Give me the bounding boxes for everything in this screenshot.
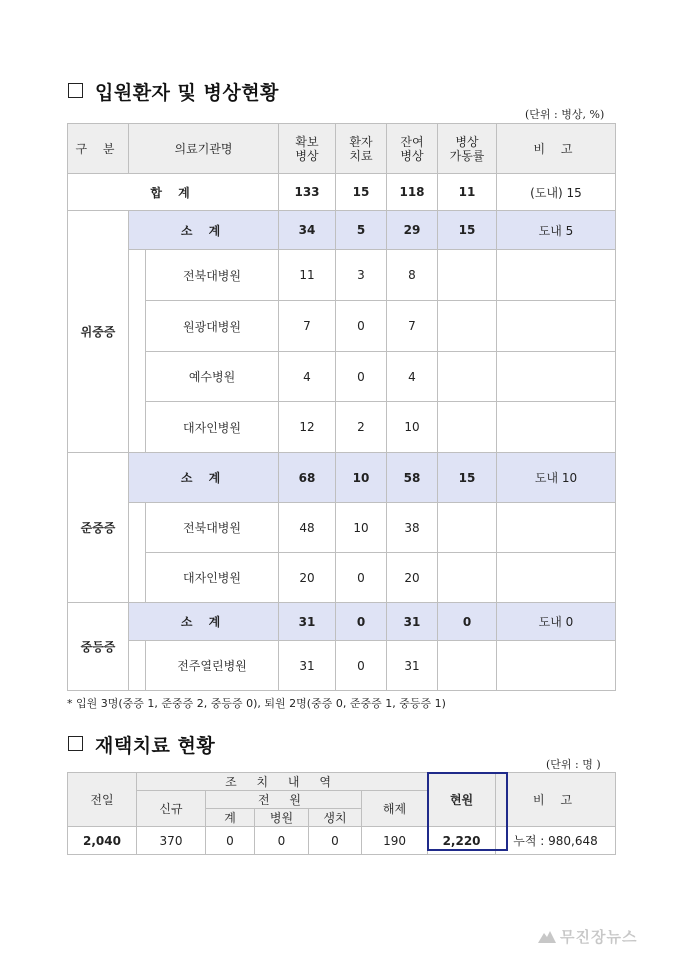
rate-value	[438, 352, 497, 402]
remaining-value: 8	[387, 250, 438, 301]
home-treatment-table	[67, 772, 616, 855]
subtotal-label: 소 계	[129, 453, 279, 503]
header-operation-rate: 병상 가동률	[438, 124, 497, 174]
header-remarks: 비 고	[497, 124, 616, 174]
total-treating: 15	[336, 174, 387, 211]
indent-cell	[129, 250, 146, 453]
remaining-value: 20	[387, 553, 438, 603]
table-row	[68, 301, 616, 352]
remarks-value: 누적 : 980,648	[496, 827, 616, 855]
rate-value	[438, 301, 497, 352]
table-row	[68, 250, 616, 301]
secured-value: 12	[279, 402, 336, 453]
hospital-value: 0	[255, 827, 309, 855]
hospital-name: 전주열린병원	[146, 641, 279, 691]
checkbox-square-icon	[68, 83, 83, 98]
subtotal-rate: 15	[438, 211, 497, 250]
header-new: 신규	[137, 791, 206, 827]
subtotal-secured: 68	[279, 453, 336, 503]
total-remaining: 118	[387, 174, 438, 211]
hospital-name: 대자인병원	[146, 553, 279, 603]
subtotal-rate: 15	[438, 453, 497, 503]
table-row	[68, 553, 616, 603]
rate-value	[438, 503, 497, 553]
header-remarks: 비 고	[496, 773, 616, 827]
section1-title-text: 입원환자 및 병상현황	[95, 82, 279, 104]
remarks-value	[497, 553, 616, 603]
subtotal-remaining: 29	[387, 211, 438, 250]
remaining-value: 31	[387, 641, 438, 691]
treating-value: 10	[336, 503, 387, 553]
subtotal-remaining: 31	[387, 603, 438, 641]
indent-cell	[129, 641, 146, 691]
remaining-value: 38	[387, 503, 438, 553]
total-value: 0	[206, 827, 255, 855]
header-transfer: 전 원	[206, 791, 362, 809]
hospital-name: 전북대병원	[146, 503, 279, 553]
prev-day-value: 2,040	[68, 827, 137, 855]
checkbox-square-icon	[68, 736, 83, 751]
header-hospital: 병원	[255, 809, 309, 827]
subtotal-row	[68, 603, 616, 641]
secured-value: 31	[279, 641, 336, 691]
new-value: 370	[137, 827, 206, 855]
subtotal-secured: 31	[279, 603, 336, 641]
remarks-value	[497, 503, 616, 553]
total-rate: 11	[438, 174, 497, 211]
table-row	[68, 402, 616, 453]
treating-value: 0	[336, 301, 387, 352]
subtotal-treating: 10	[336, 453, 387, 503]
table-header-row	[68, 773, 616, 791]
header-remaining: 잔여 병상	[387, 124, 438, 174]
secured-value: 20	[279, 553, 336, 603]
watermark-text: 무진장뉴스	[560, 928, 638, 946]
subtotal-rate: 0	[438, 603, 497, 641]
release-value: 190	[362, 827, 428, 855]
table-row	[68, 352, 616, 402]
subtotal-remarks: 도내 5	[497, 211, 616, 250]
section1-title	[68, 78, 279, 105]
subtotal-remarks: 도내 0	[497, 603, 616, 641]
header-institution: 의료기관명	[129, 124, 279, 174]
section2-unit: (단위 : 명 )	[546, 758, 601, 771]
mountain-logo-icon	[538, 929, 556, 943]
treating-value: 0	[336, 641, 387, 691]
header-treating: 환자 치료	[336, 124, 387, 174]
remaining-value: 4	[387, 352, 438, 402]
header-category: 구 분	[68, 124, 129, 174]
treating-value: 0	[336, 553, 387, 603]
subtotal-treating: 0	[336, 603, 387, 641]
subtotal-label: 소 계	[129, 603, 279, 641]
total-label: 합 계	[68, 174, 279, 211]
treating-value: 0	[336, 352, 387, 402]
remarks-value	[497, 641, 616, 691]
hospital-name: 대자인병원	[146, 402, 279, 453]
table-row	[68, 503, 616, 553]
section1-unit: (단위 : 병상, %)	[525, 108, 605, 121]
remarks-value	[497, 301, 616, 352]
section2-title-text: 재택치료 현황	[95, 735, 216, 757]
subtotal-secured: 34	[279, 211, 336, 250]
secured-value: 7	[279, 301, 336, 352]
subtotal-row	[68, 453, 616, 503]
secured-value: 4	[279, 352, 336, 402]
subtotal-treating: 5	[336, 211, 387, 250]
treating-value: 2	[336, 402, 387, 453]
hospital-name: 전북대병원	[146, 250, 279, 301]
remarks-value	[497, 402, 616, 453]
remaining-value: 7	[387, 301, 438, 352]
center-value: 0	[309, 827, 362, 855]
remaining-value: 10	[387, 402, 438, 453]
total-row	[68, 174, 616, 211]
section2-title	[68, 731, 215, 758]
group-name: 위중증	[68, 211, 129, 453]
remarks-value	[497, 352, 616, 402]
rate-value	[438, 250, 497, 301]
hospital-name: 원광대병원	[146, 301, 279, 352]
inpatient-bed-table	[67, 123, 616, 691]
header-current: 현원	[428, 773, 496, 827]
header-center: 생치	[309, 809, 362, 827]
header-secured: 확보 병상	[279, 124, 336, 174]
group-name: 중등증	[68, 603, 129, 691]
rate-value	[438, 641, 497, 691]
watermark	[538, 926, 637, 947]
group-name: 준중증	[68, 453, 129, 603]
remarks-value	[497, 250, 616, 301]
table-row	[68, 641, 616, 691]
hospital-name: 예수병원	[146, 352, 279, 402]
header-release: 해제	[362, 791, 428, 827]
indent-cell	[129, 503, 146, 603]
total-secured: 133	[279, 174, 336, 211]
rate-value	[438, 553, 497, 603]
subtotal-label: 소 계	[129, 211, 279, 250]
header-prev-day: 전일	[68, 773, 137, 827]
subtotal-remaining: 58	[387, 453, 438, 503]
header-total: 계	[206, 809, 255, 827]
treating-value: 3	[336, 250, 387, 301]
secured-value: 11	[279, 250, 336, 301]
subtotal-row	[68, 211, 616, 250]
rate-value	[438, 402, 497, 453]
table-row	[68, 827, 616, 855]
subtotal-remarks: 도내 10	[497, 453, 616, 503]
table-header-row	[68, 124, 616, 174]
secured-value: 48	[279, 503, 336, 553]
footnote: * 입원 3명(중증 1, 준중증 2, 중등증 0), 퇴원 2명(중증 0, 준중증 1, 중등증 1)	[67, 697, 446, 710]
total-remarks: (도내) 15	[497, 174, 616, 211]
current-value: 2,220	[428, 827, 496, 855]
header-measures: 조 치 내 역	[137, 773, 428, 791]
